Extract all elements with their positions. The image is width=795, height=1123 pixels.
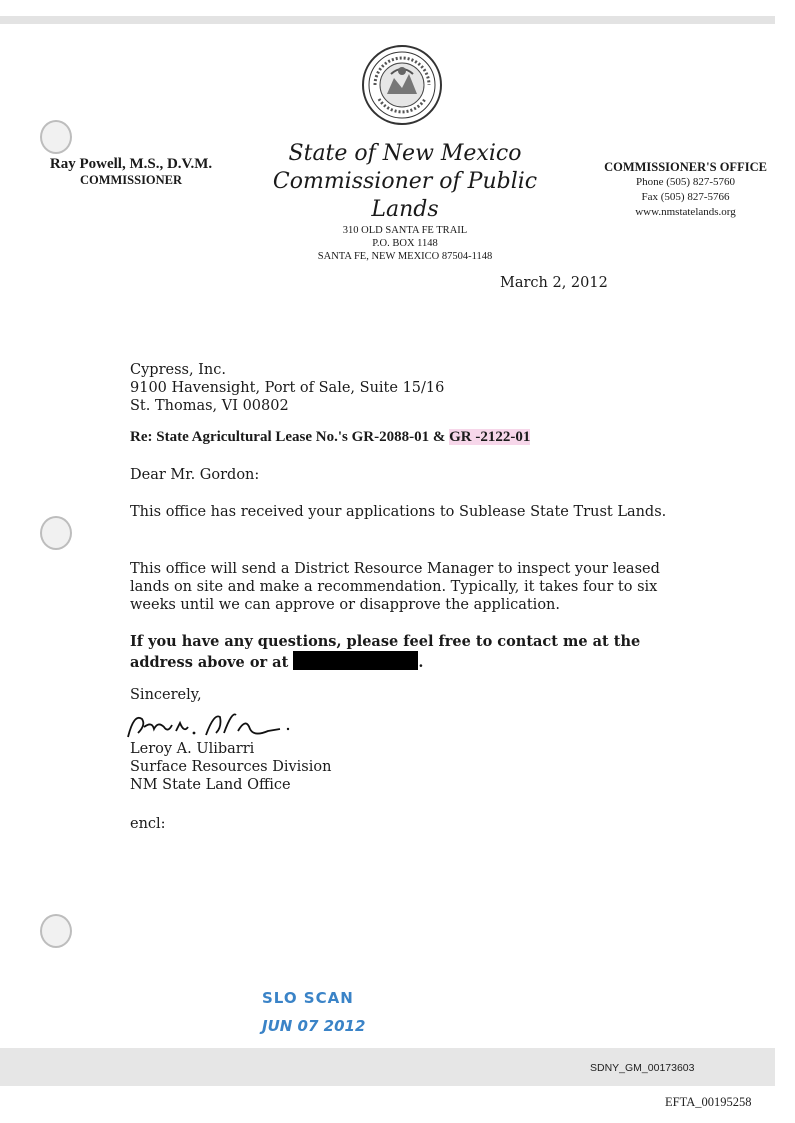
contact-line-2 xyxy=(130,651,640,672)
recipient-line: St. Thomas, VI 00802 xyxy=(130,398,289,414)
closing: Sincerely, xyxy=(130,687,202,703)
commissioner-title: COMMISSIONER xyxy=(79,173,183,187)
signer-office: NM State Land Office xyxy=(130,777,291,793)
subject-line xyxy=(130,429,530,446)
bates-number: SDNY_GM_00173603 xyxy=(590,1062,695,1074)
state-name: State of New Mexico xyxy=(288,141,522,166)
office-name: Commissioner of Public Lands xyxy=(272,169,538,222)
redaction-box xyxy=(293,651,418,670)
signer-block xyxy=(130,740,331,794)
contact-line-2-period: . xyxy=(418,654,424,671)
commissioner-office-block xyxy=(598,160,773,220)
recipient-line: Cypress, Inc. xyxy=(130,362,226,378)
subject-highlighted-lease: GR -2122-01 xyxy=(449,429,531,445)
scan-stamp-date: JUN 07 2012 xyxy=(262,1017,366,1035)
enclosure-label: encl: xyxy=(130,816,166,832)
paragraph-line: This office will send a District Resource Manager to inspect your leased xyxy=(130,561,660,577)
scan-stamp-line-1: SLO SCAN xyxy=(262,989,354,1007)
contact-paragraph xyxy=(130,633,640,672)
punch-hole-top xyxy=(40,120,72,154)
recipient-address xyxy=(130,361,444,415)
recipient-line: 9100 Havensight, Port of Sale, Suite 15/16 xyxy=(130,380,445,396)
state-seal-icon xyxy=(361,44,443,130)
punch-hole-middle xyxy=(40,516,72,550)
commissioner-block xyxy=(36,156,226,188)
po-box: P.O. BOX 1148 xyxy=(372,238,438,249)
punch-hole-bottom xyxy=(40,914,72,948)
phone-number: Phone (505) 827-5760 xyxy=(636,176,735,188)
paragraph-2 xyxy=(130,560,660,614)
office-heading: COMMISSIONER'S OFFICE xyxy=(604,160,767,174)
paragraph-1: This office has received your applications to Sublease State Trust Lands. xyxy=(130,504,667,520)
salutation: Dear Mr. Gordon: xyxy=(130,467,260,483)
letterhead-center xyxy=(255,140,555,263)
signer-name: Leroy A. Ulibarri xyxy=(130,741,255,757)
letter-date: March 2, 2012 xyxy=(500,275,608,291)
website: www.nmstatelands.org xyxy=(635,206,736,218)
contact-line-2-text: address above or at xyxy=(130,654,294,671)
paragraph-line: lands on site and make a recommendation. Typically, it takes four to six xyxy=(130,579,658,595)
commissioner-name: Ray Powell, M.S., D.V.M. xyxy=(49,156,213,172)
street-address: 310 OLD SANTA FE TRAIL xyxy=(342,225,468,236)
paragraph-line: weeks until we can approve or disapprove the application. xyxy=(130,597,560,613)
scan-top-band xyxy=(0,16,775,24)
signer-division: Surface Resources Division xyxy=(130,759,332,775)
fax-number: Fax (505) 827-5766 xyxy=(641,191,730,203)
subject-prefix: Re: State Agricultural Lease No.'s GR-2088-01 & xyxy=(130,429,450,445)
efta-number: EFTA_00195258 xyxy=(665,1095,752,1109)
contact-line-1: If you have any questions, please feel free to contact me at the xyxy=(130,633,641,650)
city-line: SANTA FE, NEW MEXICO 87504-1148 xyxy=(317,251,493,262)
